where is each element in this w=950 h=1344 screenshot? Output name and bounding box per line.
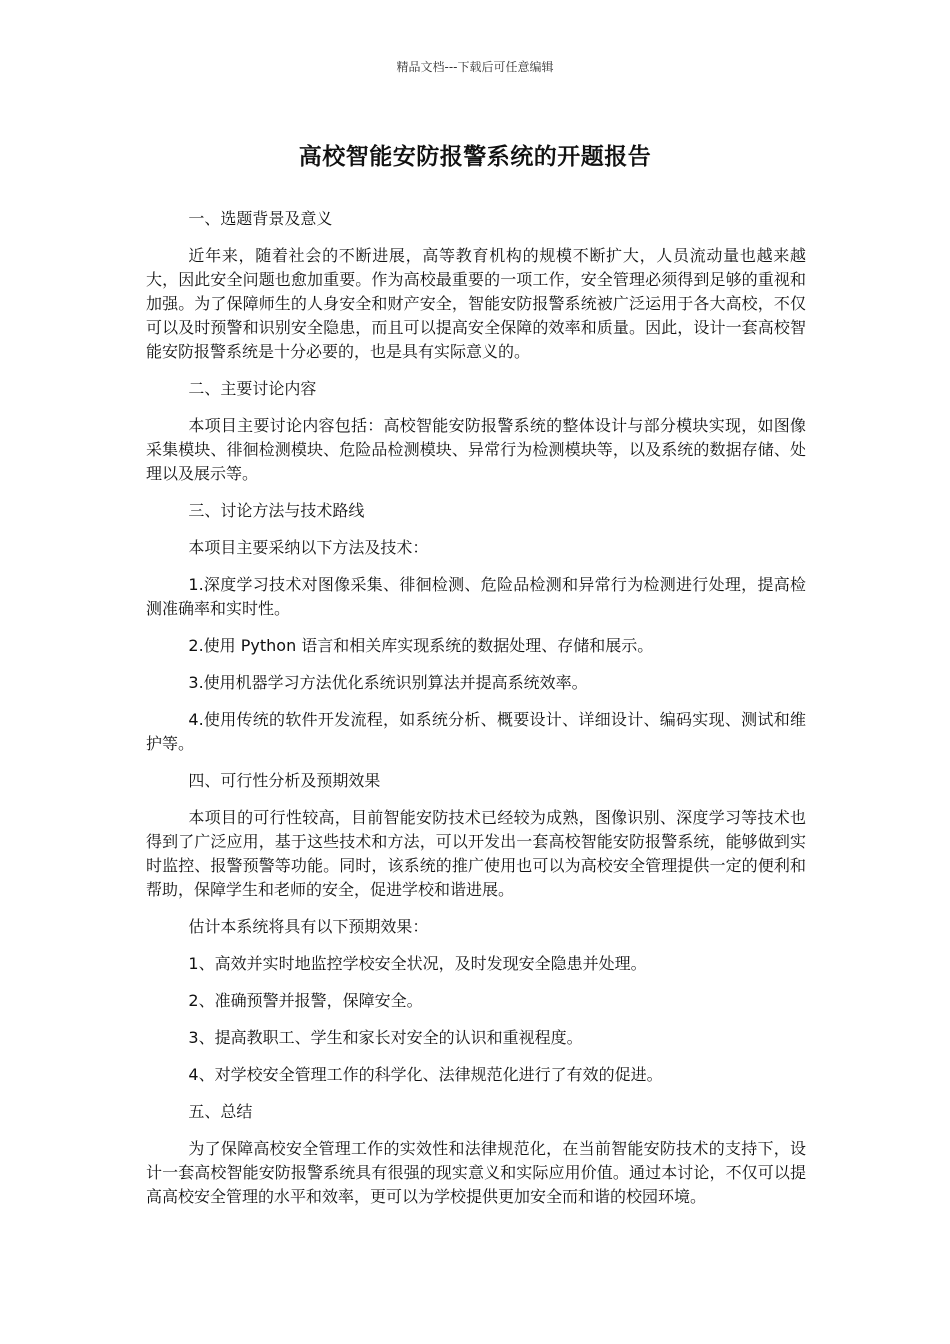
- list-item-effect-1: 1、高效并实时地监控学校安全状况，及时发现安全隐患并处理。: [188, 954, 647, 973]
- list-item-method-1: 1.深度学习技术对图像采集、徘徊检测、危险品检测和异常行为检测进行处理，提高检测准确率和实时性。: [146, 575, 806, 618]
- list-item-effect-2: 2、准确预警并报警，保障安全。: [188, 991, 423, 1010]
- section-heading-main-content: 二、主要讨论内容: [188, 379, 317, 398]
- document-body: [146, 207, 806, 1222]
- section-heading-summary: 五、总结: [188, 1102, 253, 1121]
- paragraph-feasibility: 本项目的可行性较高，目前智能安防技术已经较为成熟，图像识别、深度学习等技术也得到了广泛应用，基于这些技术和方法，可以开发出一套高校智能安防报警系统，能够做到实时监控、报警预警等功能。同时，该系统的推广使用也可以为高校安全管理提供一定的便利和帮助，保障学生和老师的安全，促进学校和谐进展。: [146, 808, 806, 899]
- paragraph-expected-intro: 估计本系统将具有以下预期效果：: [188, 917, 429, 936]
- document-title: 高校智能安防报警系统的开题报告: [298, 144, 652, 170]
- section-heading-methods: 三、讨论方法与技术路线: [188, 501, 365, 520]
- paragraph-methods-intro: 本项目主要采纳以下方法及技术：: [188, 538, 429, 557]
- paragraph-summary: 为了保障高校安全管理工作的实效性和法律规范化，在当前智能安防技术的支持下，设计一套高校智能安防报警系统具有很强的现实意义和实际应用价值。通过本讨论，不仅可以提高高校安全管理的水平和效率，更可以为学校提供更加安全而和谐的校园环境。: [146, 1139, 806, 1206]
- paragraph-background: 近年来，随着社会的不断进展，高等教育机构的规模不断扩大，人员流动量也越来越大，因此安全问题也愈加重要。作为高校最重要的一项工作，安全管理必须得到足够的重视和加强。为了保障师生的人身安全和财产安全，智能安防报警系统被广泛运用于各大高校，不仅可以及时预警和识别安全隐患，而且可以提高安全保障的效率和质量。因此，设计一套高校智能安防报警系统是十分必要的，也是具有实际意义的。: [146, 246, 806, 361]
- section-heading-feasibility: 四、可行性分析及预期效果: [188, 771, 381, 790]
- header-note: 精品文档---下载后可任意编辑: [396, 60, 554, 74]
- list-item-effect-4: 4、对学校安全管理工作的科学化、法律规范化进行了有效的促进。: [188, 1065, 663, 1084]
- list-item-method-4: 4.使用传统的软件开发流程，如系统分析、概要设计、详细设计、编码实现、测试和维护等。: [146, 710, 806, 753]
- paragraph-main-content: 本项目主要讨论内容包括：高校智能安防报警系统的整体设计与部分模块实现，如图像采集模块、徘徊检测模块、危险品检测模块、异常行为检测模块等，以及系统的数据存储、处理以及展示等。: [146, 416, 806, 483]
- list-item-method-2: 2.使用 Python 语言和相关库实现系统的数据处理、存储和展示。: [188, 636, 654, 655]
- section-heading-background: 一、选题背景及意义: [188, 209, 333, 228]
- list-item-method-3: 3.使用机器学习方法优化系统识别算法并提高系统效率。: [188, 673, 588, 692]
- list-item-effect-3: 3、提高教职工、学生和家长对安全的认识和重视程度。: [188, 1028, 583, 1047]
